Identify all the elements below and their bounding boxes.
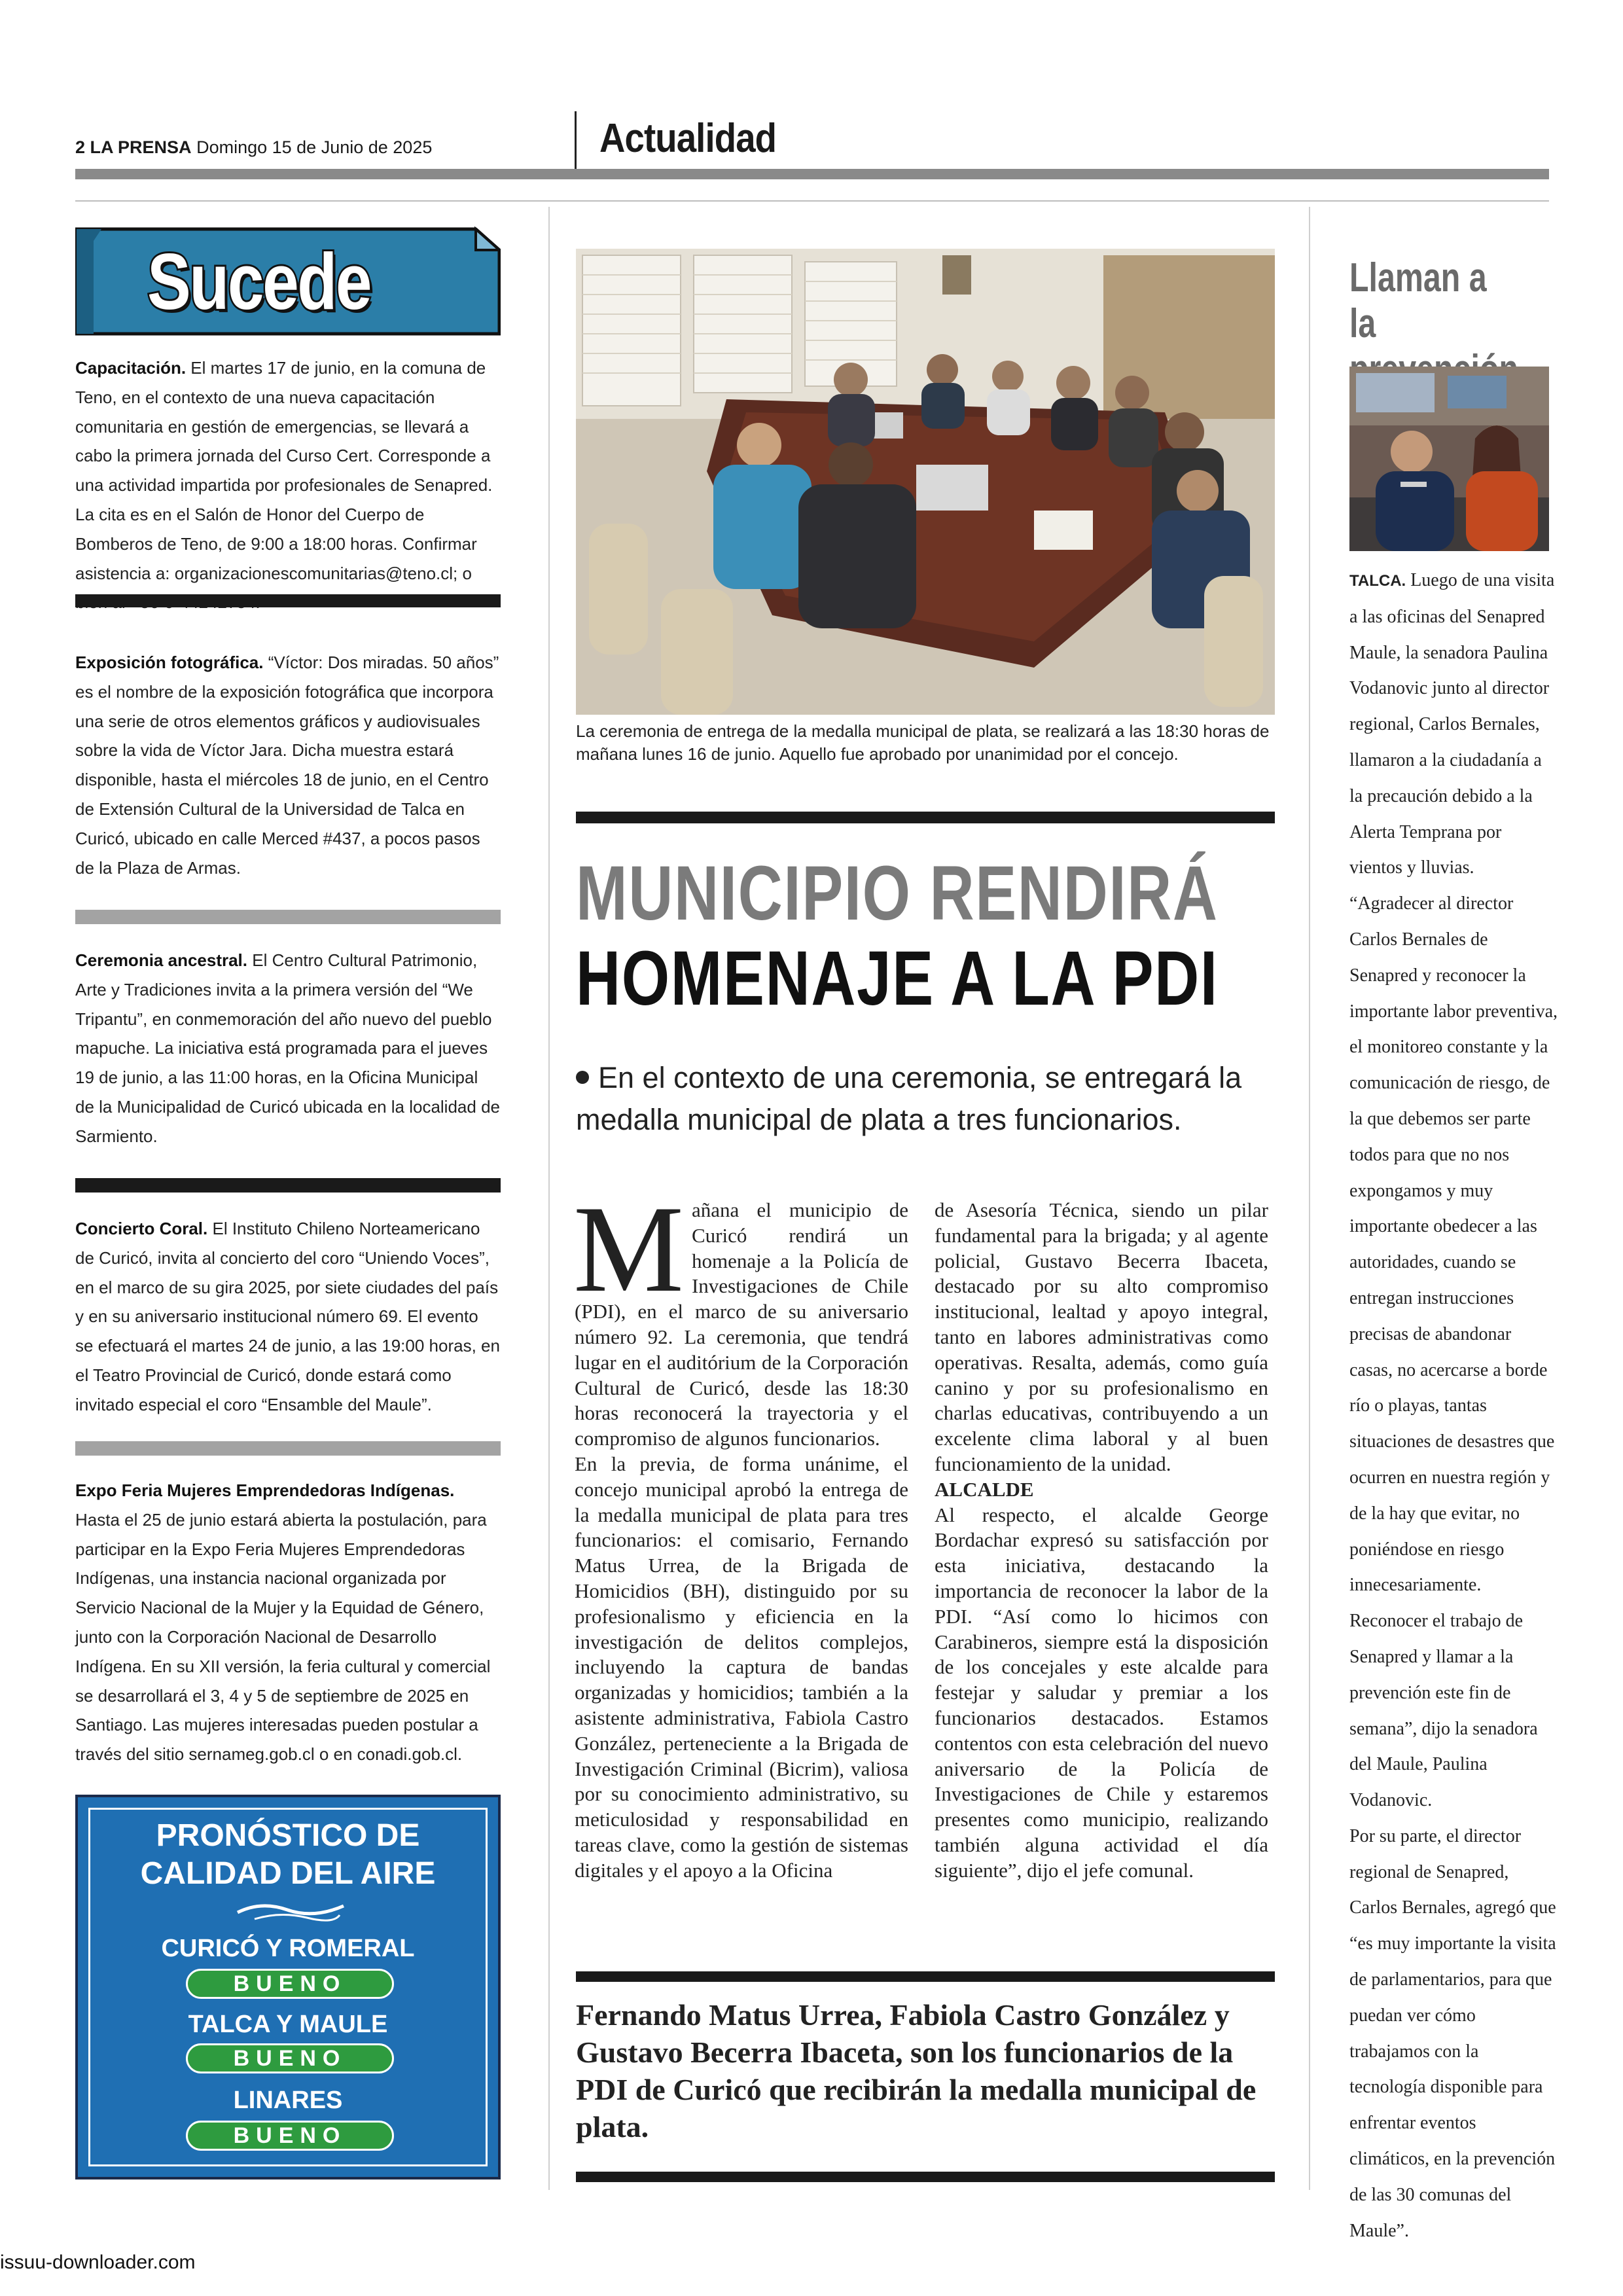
watermark: issuu-downloader.com (0, 2251, 196, 2273)
air-zone-status: BUENO (186, 1969, 394, 1999)
article-lead (576, 1057, 1275, 1141)
article-paragraph: Al respecto, el alcalde George Bordachar expresó su satisfacción por esta iniciativa, destacando la importancia de reconocer la labor de la PDI. “Así como lo hicimos con Carabineros, siempre está la disposición de los concejales y este alcalde para festejar y saludar y premiar a los funcionarios destacados. Estamos contentos con esta celebración del nuevo aniversario de la Policía de Investigaciones de Chile y estaremos presentes como municipio, realizando también alguna actividad el día siguiente”, dijo el jefe comunal. (935, 1503, 1268, 1882)
page-header-info (75, 137, 432, 158)
air-quality-title-2: CALIDAD DEL AIRE (140, 1856, 436, 1891)
headline-top-bar (576, 812, 1275, 823)
page-number: 2 (75, 137, 86, 157)
air-zone-status: BUENO (186, 2121, 394, 2151)
article-body-column-1 (573, 1181, 908, 1884)
side-article-body (1349, 563, 1559, 2249)
side-article-paragraph: Por su parte, el director regional de Senapred, Carlos Bernales, agregó que “es muy importante la visita de parlamentarios, para que puedan ver cómo trabajamos con la tecnología disponible para enfrentar eventos climáticos, en la prevención de las 30 comunas del Maule”. (1349, 1825, 1556, 2241)
brief-title: Capacitación. (75, 358, 187, 378)
senapred-visit-illustration (1349, 367, 1549, 551)
brief-item-capacitacion (75, 353, 501, 617)
council-meeting-photo (576, 249, 1275, 715)
photo-caption: La ceremonia de entrega de la medalla municipal de plata, se realizará a las 18:30 horas de mañana lunes 16 de junio. Aquello fue aprobado por unanimidad por el concejo. (576, 721, 1270, 764)
air-zone-city: TALCA Y MAULE (188, 2011, 388, 2038)
pullquote: Fernando Matus Urrea, Fabiola Castro González y Gustavo Becerra Ibaceta, son los funcionarios de la PDI de Curicó que recibirán la medalla municipal de plata. (576, 1998, 1257, 2144)
column-rule-right (1309, 207, 1310, 2190)
lead-text: En el contexto de una ceremonia, se entregará la medalla municipal de plata a tres funcionarios. (576, 1061, 1242, 1136)
brief-item-expo-feria (75, 1476, 501, 1769)
air-quality-title-1: PRONÓSTICO DE (156, 1818, 420, 1853)
brief-text: Hasta el 25 de junio estará abierta la postulación, para participar en la Expo Feria Mujeres Emprendedoras Indígenas, una instancia nacional organizada por Servicio Nacional de la Mujer y la Equidad de Género, junto con la Corporación Nacional de Desarrollo Indígena. En su XII versión, la feria cultural y comercial se desarrollará el 3, 4 y 5 de septiembre de 2025 en Santiago. Las mujeres interesadas pueden postular a través del sitio sernameg.gob.cl o en conadi.gob.cl. (75, 1509, 491, 1765)
brief-separator (75, 910, 501, 924)
brief-separator (75, 1441, 501, 1456)
brief-item-exposicion (75, 648, 501, 882)
sucede-title: Sucede (147, 237, 371, 326)
drop-cap: M (573, 1181, 684, 1318)
brief-title: Exposición fotográfica. (75, 653, 264, 672)
brief-separator (75, 1178, 501, 1193)
sucede-banner (75, 226, 501, 336)
column-rule-left (548, 207, 550, 2190)
header-rule (75, 200, 1549, 202)
brief-title: Expo Feria Mujeres Emprendedoras Indígenas. (75, 1480, 455, 1500)
article-subhead: ALCALDE (935, 1477, 1034, 1501)
dateline: TALCA. (1349, 572, 1406, 590)
senapred-visit-photo (1349, 367, 1549, 551)
air-quality-box (75, 1795, 501, 2179)
headline-line-1: MUNICIPIO RENDIRÁ (576, 850, 1219, 937)
side-article-paragraph: Luego de una visita a las oficinas del Senapred Maule, la senadora Paulina Vodanovic junto al director regional, Carlos Bernales, llamaron a la ciudadanía a la precaución debido a la Alerta Temprana por vientos y lluvias. “Agradecer al director Carlos Bernales de Senapred y reconocer la importante labor preventiva, el monitoreo constante y la comunicación de riesgo, de la que debemos ser parte todos para que no nos expongamos y muy importante obedecer a las autoridades, cuando se entregan instrucciones precisas de abandonar casas, no acercarse a borde río o playas, tantas situaciones de desastres que ocurren en nuestra región y de la hay que evitar, no poniéndose en riesgo innecesariamente. Reconocer el trabajo de Senapred y llamar a la prevención este fin de semana”, dijo la senadora del Maule, Paulina Vodanovic. (1349, 570, 1558, 1811)
bullet-icon (576, 1071, 589, 1084)
brief-text: El Centro Cultural Patrimonio, Arte y Tradiciones invita a la primera versión del “We Tripantu”, en conmemoración del año nuevo del pueblo mapuche. La iniciativa está programada para el jueves 19 de junio, a las 11:00 horas, en la Oficina Municipal de la Municipalidad de Curicó ubicada en la localidad de Sarmiento. (75, 950, 500, 1146)
brief-item-ceremonia (75, 946, 501, 1151)
headline-line-2: HOMENAJE A LA PDI (576, 935, 1219, 1022)
brief-text: El Instituto Chileno Norteamericano de Curicó, invita al concierto del coro “Uniendo Voces”, en el marco de su gira 2025, por siete ciudades del país y en su aniversario institucional número 69. El evento se efectuará el martes 24 de junio, a las 19:00 horas, en el Teatro Provincial de Curicó, donde estará como invitado especial el coro “Ensamble del Maule”. (75, 1219, 500, 1414)
newspaper-name: LA PRENSA (90, 137, 192, 157)
article-paragraph: En la previa, de forma unánime, el concejo municipal aprobó la entrega de la medalla municipal de plata para tres funcionarios: el comisario, Fernando Matus Urrea, de la Brigada de Homicidios (BH), distinguido por su profesionalismo y eficiencia en la investigación de delitos complejos, incluyendo la captura de bandas organizadas y homicidios; también a la asistente administrativa, Fabiola Castro González, perteneciente a la Brigada de Investigación Criminal (Bicrim), valiosa por su conocimiento administrativo, su meticulosidad y responsabilidad en tareas clave, como la gestión de sistemas digitales y el apoyo a la Oficina (575, 1452, 908, 1882)
brief-title: Concierto Coral. (75, 1219, 208, 1238)
brief-separator (75, 594, 501, 607)
article-body-column-2 (935, 1198, 1268, 1884)
brief-text: “Víctor: Dos miradas. 50 años” es el nombre de la exposición fotográfica que incorpora una serie de otros elementos gráficos y audiovisuales sobre la vida de Víctor Jara. Dicha muestra estará disponible, hasta el miércoles 18 de junio, en el Centro de Extensión Cultural de la Universidad de Talca en Curicó, ubicado en calle Merced #437, a pocos pasos de la Plaza de Armas. (75, 653, 499, 878)
section-title: Actualidad (599, 116, 777, 161)
brief-text: El martes 17 de junio, en la comuna de Teno, en el contexto de una nueva capacitación comunitaria en gestión de emergencias, se llevará a cabo la primera jornada del Curso Cert. Corresponde a una actividad impartida por profesionales de Senapred. La cita es en el Salón de Honor del Cuerpo de Bomberos de Teno, de 9:00 a 18:00 horas. Confirmar asistencia a: organizacionescomunitarias@teno.cl; o (75, 358, 493, 583)
header-divider (575, 111, 577, 169)
wind-icon (235, 1899, 346, 1923)
side-article-title: Llaman a la (1349, 255, 1487, 346)
issue-date: Domingo 15 de Junio de 2025 (196, 137, 433, 157)
air-zone-city: LINARES (233, 2087, 343, 2114)
brief-item-concierto (75, 1214, 501, 1420)
council-meeting-illustration (576, 249, 1275, 715)
pullquote-bottom-bar (576, 2172, 1275, 2182)
article-paragraph: añana el municipio de Curicó rendirá un homenaje a la Policía de Investigaciones de Chile (PDI), en el marco de su aniversario número 92. La ceremonia, que tendrá lugar en el auditórium de la Corporación Cultural de Curicó, desde las 18:30 horas reconocerá la trayectoria y el compromiso de algunos funcionarios. (575, 1198, 908, 1450)
header-bar (75, 169, 1549, 179)
air-zone-status: BUENO (186, 2043, 394, 2073)
pullquote-top-bar (576, 1971, 1275, 1982)
air-zone-city: CURICÓ Y ROMERAL (161, 1935, 415, 1962)
article-paragraph: de Asesoría Técnica, siendo un pilar fundamental para la brigada; y al agente policial, Gustavo Becerra Ibaceta, destacado por su alto compromiso institucional, lealtad y apoyo integral, tanto en labores administrativas como operativas. Resalta, además, como guía canino y por su profesionalismo en charlas educativas, contribuyendo a un excelente clima laboral y al buen funcionamiento de la unidad. (935, 1198, 1268, 1475)
brief-title: Ceremonia ancestral. (75, 950, 248, 970)
